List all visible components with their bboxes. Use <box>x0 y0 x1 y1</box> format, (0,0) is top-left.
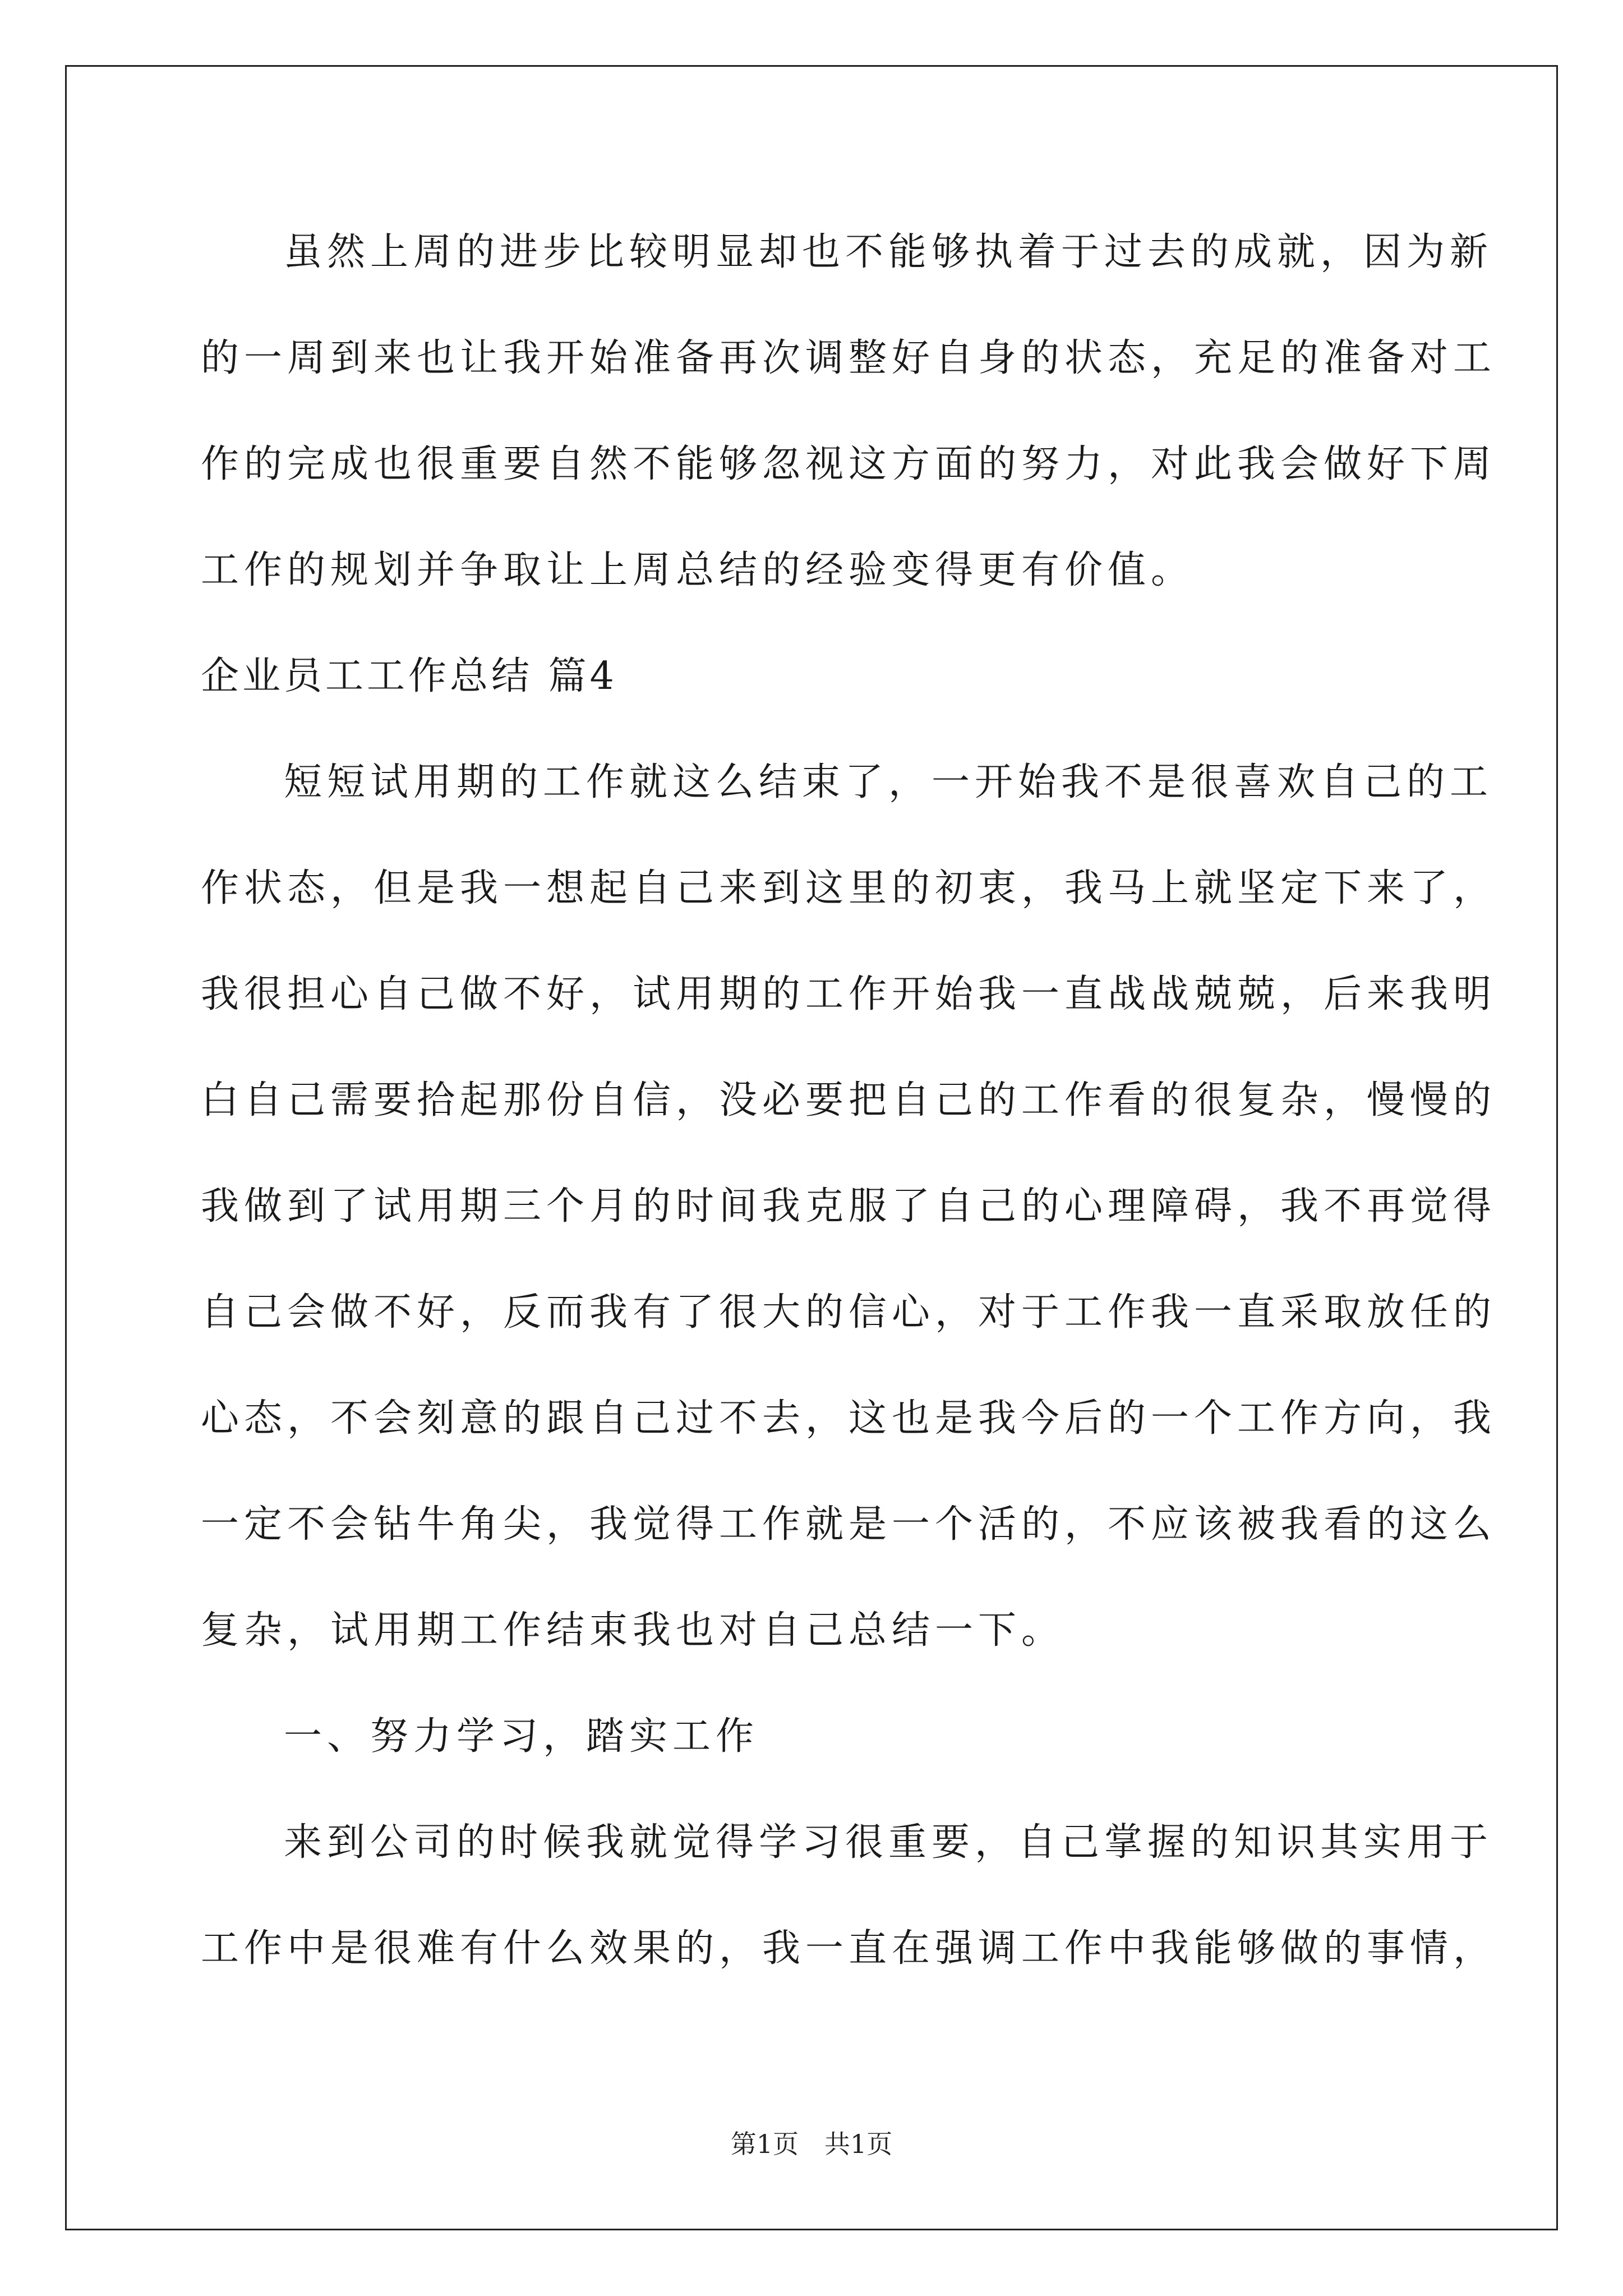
text-line: 我很担心自己做不好，试用期的工作开始我一直战战兢兢，后来我明 <box>201 972 1497 1016</box>
page-number: 第1页 共1页 <box>730 2129 893 2159</box>
text-line: 的一周到来也让我开始准备再次调整好自身的状态，充足的准备对工 <box>201 336 1497 380</box>
subsection-heading: 一、努力学习，踏实工作 <box>284 1714 759 1759</box>
page-footer <box>0 2127 1623 2161</box>
text-line: 复杂，试用期工作结束我也对自己总结一下。 <box>201 1608 1065 1653</box>
text-line: 白自己需要拾起那份自信，没必要把自己的工作看的很复杂，慢慢的 <box>201 1078 1497 1122</box>
text-line: 工作中是很难有什么效果的，我一直在强调工作中我能够做的事情， <box>201 1926 1497 1971</box>
text-line: 短短试用期的工作就这么结束了，一开始我不是很喜欢自己的工 <box>284 760 1493 804</box>
text-line: 作状态，但是我一想起自己来到这里的初衷，我马上就坚定下来了， <box>201 866 1497 910</box>
text-line: 来到公司的时候我就觉得学习很重要，自己掌握的知识其实用于 <box>284 1820 1493 1865</box>
section-heading: 企业员工工作总结 篇4 <box>201 654 617 698</box>
text-line: 作的完成也很重要自然不能够忽视这方面的努力，对此我会做好下周 <box>201 442 1497 486</box>
text-line: 虽然上周的进步比较明显却也不能够执着于过去的成就，因为新 <box>284 230 1493 274</box>
text-line: 一定不会钻牛角尖，我觉得工作就是一个活的，不应该被我看的这么 <box>201 1502 1497 1547</box>
document-body <box>201 213 1497 2016</box>
text-line: 工作的规划并争取让上周总结的经验变得更有价值。 <box>201 548 1195 592</box>
text-line: 我做到了试用期三个月的时间我克服了自己的心理障碍，我不再觉得 <box>201 1184 1497 1228</box>
text-line: 心态，不会刻意的跟自己过不去，这也是我今后的一个工作方向，我 <box>201 1396 1497 1441</box>
text-line: 自己会做不好，反而我有了很大的信心，对于工作我一直采取放任的 <box>201 1290 1497 1335</box>
